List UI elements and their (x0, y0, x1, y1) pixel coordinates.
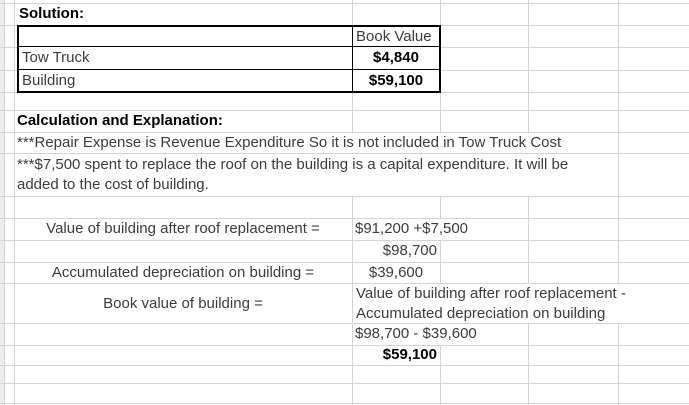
gridline (440, 196, 441, 218)
gridline (0, 365, 689, 366)
calc-heading[interactable]: Calculation and Explanation: (17, 112, 223, 129)
gridline (0, 383, 689, 384)
book-value-header-cell[interactable]: Book Value (353, 27, 439, 47)
gridline (14, 0, 15, 405)
note-repair-expense[interactable]: ***Repair Expense is Revenue Expenditure So it is not included in Tow Truck Cost (17, 134, 562, 151)
value-91200-plus-7500[interactable]: $91,200 +$7,500 (355, 220, 469, 237)
building-value-cell[interactable]: $59,100 (368, 72, 424, 89)
gridline (4, 0, 5, 405)
gridline (352, 0, 353, 25)
gridline (440, 240, 441, 283)
formula-line: Accumulated depreciation on building (356, 305, 606, 322)
label-accumulated-depreciation[interactable]: Accumulated depreciation on building = (51, 264, 315, 281)
tow-truck-value-cell[interactable]: $4,840 (353, 47, 439, 70)
gridline (0, 3, 689, 4)
gridline (440, 345, 441, 405)
value-39600[interactable]: $39,600 (368, 264, 424, 281)
tow-truck-label-cell[interactable]: Tow Truck (19, 47, 353, 70)
gridline (528, 0, 529, 132)
gridline (0, 345, 689, 346)
label-value-after-roof-replacement[interactable]: Value of building after roof replacement = (46, 220, 320, 237)
gridline (0, 403, 689, 404)
note-line: ***$7,500 spent to replace the roof on the building is a capital expenditure. It will be (17, 156, 569, 173)
formula-line: Value of building after roof replacement - (356, 285, 626, 302)
solution-table (17, 25, 441, 93)
table-corner-cell[interactable] (19, 27, 353, 47)
label-book-value-of-building[interactable]: Book value of building = (103, 294, 263, 312)
gridline (352, 196, 353, 405)
gridline (618, 323, 619, 405)
gridline (528, 323, 529, 405)
formula-book-value[interactable] (356, 284, 626, 324)
gridline (0, 153, 689, 154)
value-98700-minus-39600[interactable]: $98,700 - $39,600 (355, 325, 477, 342)
gridline (0, 196, 689, 197)
value-98700[interactable]: $98,700 (382, 242, 437, 259)
gridline (528, 196, 529, 283)
value-59100-result[interactable]: $59,100 (382, 346, 437, 363)
note-roof-replacement[interactable] (17, 155, 568, 195)
solution-heading[interactable]: Solution: (19, 5, 84, 22)
gridline (0, 240, 689, 241)
gridline (618, 0, 619, 283)
building-label-cell[interactable]: Building (19, 70, 353, 91)
note-line: added to the cost of building. (17, 176, 209, 193)
gridline (352, 92, 353, 132)
